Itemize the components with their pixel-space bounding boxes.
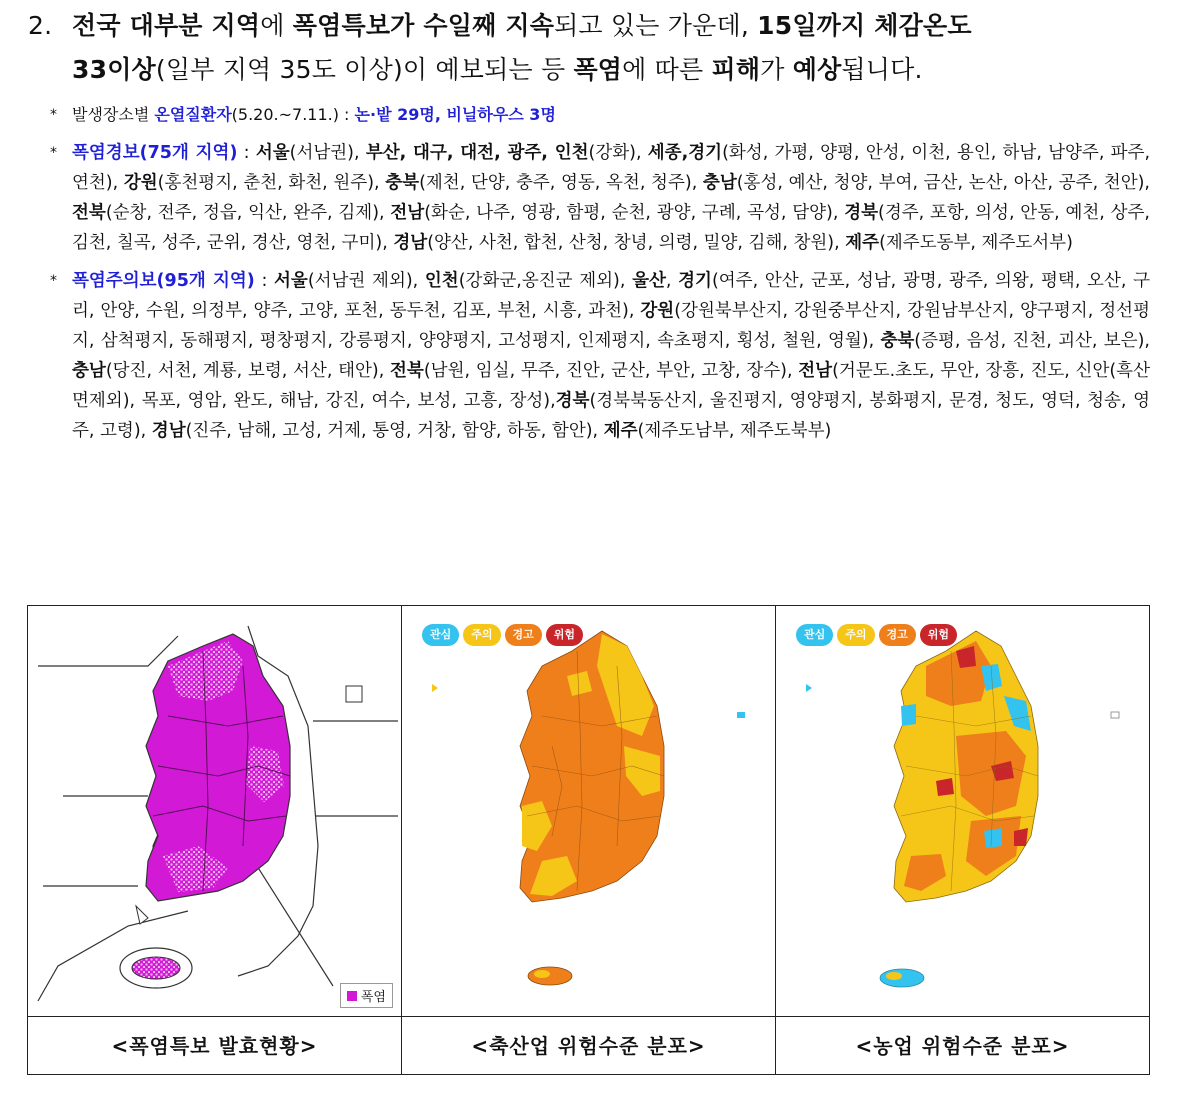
bullet-item (50, 100, 1150, 130)
bullet-text-run: 전남 (798, 361, 833, 381)
heading-line-2-run: 예상 (792, 55, 842, 84)
bullet-text-run: (경북북동산지, 울진평지, 영양평지, 봉화평지, 문경, 청도, 영덕, 청송, 영주, 고령), (72, 391, 1150, 441)
map2-legend-pill: 경고 (505, 624, 542, 646)
bullet-text-run: 경북 (555, 391, 590, 411)
bullet-item (50, 266, 1150, 446)
heading-line-1-run: 전국 대부분 지역 (72, 11, 261, 40)
bullet-text-run: 서울 (274, 271, 308, 291)
map2-legend-pill: 주의 (463, 624, 500, 646)
bullet-text-run: (강화), (588, 143, 648, 163)
bullet-text-run: (순창, 전주, 정읍, 익산, 완주, 김제), (105, 203, 391, 223)
bullet-text-run: 인천 (424, 271, 459, 291)
bullet-text-run: : (254, 271, 275, 291)
bullet-text-run: (서남권), (289, 143, 366, 163)
bullet-text-run: 전북 (390, 361, 424, 381)
map3-legend-pill: 경고 (879, 624, 916, 646)
bullet-text-run: (5.20.~7.11.) : (231, 105, 355, 124)
bullet-text-run: 제주 (845, 233, 880, 253)
agriculture-risk-map (776, 606, 1149, 1016)
map-figure-table (27, 605, 1150, 1075)
agriculture-risk-map-panel (776, 606, 1149, 1016)
heading-line-1-text (72, 11, 972, 40)
heading-line-2-run: (일부 지역 35도 이상)이 예보되는 등 (155, 55, 574, 84)
section-heading (28, 4, 1153, 92)
caption-row (28, 1016, 1149, 1075)
bullet-text-run: 서울 (255, 143, 290, 163)
heading-line-2-run: 에 따른 (622, 55, 712, 84)
heading-line-2-run: 피해 (711, 55, 761, 84)
heatwave-advisory-map (28, 606, 402, 1016)
bullet-text-run: , (665, 271, 679, 291)
map1-caption: <폭염특보 발효현황> (28, 1017, 402, 1075)
bullet-text-run: (강원북부산지, 강원중부산지, 강원남부산지, 양구평지, 정선평지, 삼척평지, 동해평지, 평창평지, 강릉평지, 양양평지, 고성평지, 인제평지, 속초평지, 횡성, 철원, 영월), (72, 301, 1150, 351)
bullet-text-run: (화성, 가평, 양평, 안성, 이천, 용인, 하남, 남양주, 파주, 연천), (72, 143, 1151, 193)
heading-line-1 (28, 4, 1153, 48)
heading-line-1-run: 에 (260, 11, 293, 40)
bullet-marker: * (50, 273, 57, 289)
bullet-text-run: 제주 (603, 421, 638, 441)
bullet-text-run: (거문도.초도, 무안, 장흥, 진도, 신안(흑산면제외), 목포, 영암, 완도, 해남, 강진, 여수, 보성, 고흥, 장성), (72, 361, 1150, 411)
bullet-text-run: (여주, 안산, 군포, 성남, 광명, 광주, 의왕, 평택, 오산, 구리, 안양, 수원, 의정부, 양주, 고양, 포천, 동두천, 김포, 부천, 시흥, 과천), (72, 271, 1150, 321)
bullet-text-run: (화순, 나주, 영광, 함평, 순천, 광양, 구례, 곡성, 담양), (424, 203, 845, 223)
bullet-marker: * (50, 107, 57, 123)
heading-line-2-run: 가 (760, 55, 793, 84)
bullet-text-run: (당진, 서천, 계룡, 보령, 서산, 태안), (105, 361, 391, 381)
bullet-text-run: 온열질환자 (154, 105, 232, 124)
bullet-text-run: 세종,경기 (647, 143, 723, 163)
heatwave-legend-swatch (347, 991, 357, 1001)
bullet-text-run: 경북 (844, 203, 879, 223)
bullet-text-run: (증평, 음성, 진천, 괴산, 보은), (914, 331, 1150, 351)
heading-line-1-run: 15일까지 체감온도 (757, 11, 972, 40)
section-number: 2. (28, 11, 53, 40)
heading-line-2-run: 폭염 (573, 55, 623, 84)
heading-line-1-run: 폭염특보가 수일째 지속 (292, 11, 555, 40)
bullet-text-run: (서남권 제외), (307, 271, 425, 291)
bullet-text-run: (홍천평지, 춘천, 화천, 원주), (157, 173, 386, 193)
bullet-text-run: 전남 (390, 203, 425, 223)
bullet-text-run: (제주도동부, 제주도서부) (879, 233, 1073, 253)
bullet-text-run: (양산, 사천, 합천, 산청, 창녕, 의령, 밀양, 김해, 창원), (427, 233, 846, 253)
map3-caption: <농업 위험수준 분포> (855, 1034, 1070, 1058)
bullet-item (50, 138, 1150, 258)
bullet-text-run: (제주도남부, 제주도북부) (637, 421, 832, 441)
bullet-text-run: 전북 (72, 203, 106, 223)
map1-legend-label: 폭염 (360, 990, 386, 1005)
heading-line-1-run: 되고 있는 가운데, (554, 11, 758, 40)
bullet-text-run: 폭염경보(75개 지역) (72, 143, 238, 163)
bullet-text-run: 강원 (123, 173, 158, 193)
bullet-text-run: 강원 (640, 301, 675, 321)
bullet-text-run: 폭염주의보(95개 지역) (72, 271, 255, 291)
heading-line-2-text (28, 48, 1153, 92)
bullet-list (50, 100, 1150, 454)
bullet-text-run: (강화군,옹진군 제외), (458, 271, 633, 291)
bullet-text-run: 논·밭 29명, 비닐하우스 3명 (354, 105, 556, 124)
bullet-text-run: (남원, 임실, 무주, 진안, 군산, 부안, 고창, 장수), (423, 361, 799, 381)
bullet-text-run: 발생장소별 (72, 105, 155, 124)
livestock-risk-map-panel (402, 606, 776, 1016)
map2-legend-pill: 위험 (546, 624, 583, 646)
map3-legend-pill: 위험 (920, 624, 957, 646)
bullet-marker: * (50, 145, 57, 161)
map3-legend-pill: 주의 (837, 624, 874, 646)
bullet-text-run: 충남 (72, 361, 106, 381)
bullet-text-run: 울산 (632, 271, 666, 291)
bullet-text-run: 부산, 대구, 대전, 광주, 인천 (365, 143, 589, 163)
bullet-text-run: (홍성, 예산, 청양, 부여, 금산, 논산, 아산, 공주, 천안), (736, 173, 1150, 193)
map2-legend-pill: 관심 (422, 624, 459, 646)
bullet-text-run: 경남 (151, 421, 186, 441)
map2-caption: <축산업 위험수준 분포> (402, 1017, 776, 1075)
bullet-text-run: 충북 (880, 331, 915, 351)
livestock-risk-map (402, 606, 776, 1016)
heading-line-2-run: 됩니다. (841, 55, 923, 84)
bullet-text-run: 경기 (678, 271, 712, 291)
bullet-text-run: 경남 (393, 233, 428, 253)
map1-legend (340, 983, 393, 1008)
bullet-text-run: 충북 (385, 173, 420, 193)
bullet-text-run: (경주, 포항, 의성, 안동, 예천, 상주, 김천, 칠곡, 성주, 군위, 경산, 영천, 구미), (72, 203, 1150, 253)
bullet-text-run: 충남 (702, 173, 737, 193)
bullet-text-run: (제천, 단양, 충주, 영동, 옥천, 청주), (419, 173, 703, 193)
bullet-text-run: (진주, 남해, 고성, 거제, 통영, 거창, 함양, 하동, 함안), (185, 421, 604, 441)
map3-legend-pill: 관심 (796, 624, 833, 646)
heading-line-2-run: 33이상 (72, 55, 156, 84)
heatwave-advisory-map-panel (28, 606, 402, 1016)
bullet-text-run: : (237, 143, 256, 163)
